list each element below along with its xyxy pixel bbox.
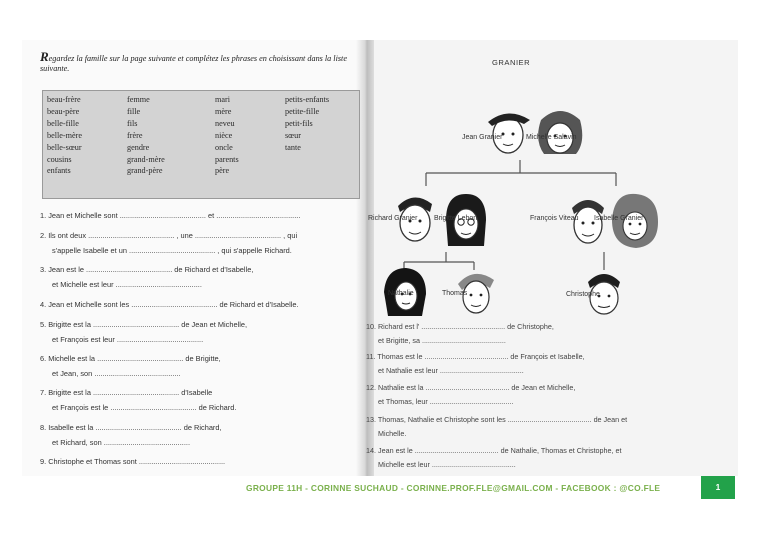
exercise-line: 2. Ils ont deux .......................................... , une .......................................... , qui xyxy=(40,231,298,240)
word-item: neveu xyxy=(215,118,235,128)
name-christophe: Christophe xyxy=(566,291,600,298)
exercise-line: et Brigitte, sa .......................................... xyxy=(378,336,506,345)
footer-credits: GROUPE 11H - CORINNE SUCHAUD - CORINNE.PROF.FLE@GMAIL.COM - FACEBOOK : @CO.FLE xyxy=(246,483,661,493)
word-item: beau-frère xyxy=(47,95,81,104)
word-item: petite-fille xyxy=(285,106,320,116)
exercise-line: 12. Nathalie est la .......................................... de Jean et Michelle, xyxy=(366,383,576,392)
word-item: petits-enfants xyxy=(285,95,330,104)
family-tree-title: GRANIER xyxy=(492,58,531,67)
word-item: grand-mère xyxy=(127,154,165,164)
word-item: femme xyxy=(127,95,150,104)
exercise-line: et François est le .......................................... de Richard. xyxy=(52,403,237,412)
exercise-line: 8. Isabelle est la .......................................... de Richard, xyxy=(40,423,222,432)
exercise-line: et François est leur .......................................... xyxy=(52,335,204,344)
instruction-initial: R xyxy=(40,49,49,64)
word-item: belle-sœur xyxy=(47,142,82,152)
word-item: beau-père xyxy=(47,106,80,116)
page-number-badge: 1 xyxy=(701,476,735,499)
exercise-line: 13. Thomas, Nathalie et Christophe sont les .......................................... de Jean et xyxy=(366,415,628,424)
name-richard-granier: Richard Granier xyxy=(368,215,418,222)
word-item: cousins xyxy=(47,154,72,164)
exercise-line: 3. Jean est le .......................................... de Richard et d'Isabelle, xyxy=(40,265,254,274)
word-item: mère xyxy=(215,106,232,116)
exercise-line: Michelle. xyxy=(378,429,407,438)
family-tree-illustration xyxy=(374,80,684,330)
word-item: grand-père xyxy=(127,166,163,176)
word-column-2 xyxy=(127,94,165,177)
michelle-salavin-portrait xyxy=(538,111,582,154)
word-item: enfants xyxy=(47,166,71,176)
exercise-line: et Michelle est leur .......................................... xyxy=(52,280,202,289)
instruction-body: egardez la famille sur la page suivante et complétez les phrases en choisissant dans la liste suivante. xyxy=(40,54,347,73)
word-item: gendre xyxy=(127,142,150,152)
exercise-line: 5. Brigitte est la .......................................... de Jean et Michelle, xyxy=(40,320,248,329)
word-item: fils xyxy=(127,118,138,128)
exercise-line: Michelle est leur .......................................... xyxy=(378,460,516,469)
word-item: frère xyxy=(127,130,143,140)
exercise-line: 14. Jean est le .......................................... de Nathalie, Thomas et Christophe, et xyxy=(366,446,622,455)
word-item: sœur xyxy=(285,130,301,140)
exercise-line: 9. Christophe et Thomas sont .......................................... xyxy=(40,457,226,466)
name-brigitte-lebon: Brigitte Lebon xyxy=(434,215,478,222)
word-item: mari xyxy=(215,95,231,104)
exercise-line: 10. Richard est l' .......................................... de Christophe, xyxy=(366,322,554,331)
exercise-line: 1. Jean et Michelle sont .......................................... et ......................................... xyxy=(40,211,301,220)
word-column-3 xyxy=(215,94,239,177)
word-item: belle-fille xyxy=(47,118,79,128)
exercise-line: et Thomas, leur .......................................... xyxy=(378,397,514,406)
book-spread xyxy=(22,40,738,476)
name-michelle-salavin: Michelle Salavin xyxy=(526,134,577,141)
name-isabelle-granier: Isabelle Granier xyxy=(594,215,644,222)
exercise-line: 4. Jean et Michelle sont les .......................................... de Richard et d'Isabelle. xyxy=(40,300,299,309)
exercise-line: 6. Michelle est la .......................................... de Brigitte, xyxy=(40,354,221,363)
instruction-text xyxy=(40,49,362,74)
word-item: oncle xyxy=(215,142,233,152)
word-column-4 xyxy=(285,94,329,154)
word-item: père xyxy=(215,166,230,176)
exercise-line: s'appelle Isabelle et un .......................................... , qui s'appelle Richard. xyxy=(52,246,292,255)
name-francois-viteau: François Viteau xyxy=(530,215,579,222)
exercise-line: et Nathalie est leur .......................................... xyxy=(378,366,524,375)
name-nathalie: Nathalie xyxy=(388,290,414,297)
word-item: nièce xyxy=(215,130,233,140)
word-list-box xyxy=(42,90,360,199)
exercise-line: et Richard, son .......................................... xyxy=(52,438,191,447)
exercise-line: et Jean, son .......................................... xyxy=(52,369,181,378)
exercise-line: 11. Thomas est le .......................................... de François et Isabelle, xyxy=(366,352,585,361)
word-item: fille xyxy=(127,106,141,116)
word-item: belle-mère xyxy=(47,130,83,140)
word-item: petit-fils xyxy=(285,118,313,128)
word-item: tante xyxy=(285,142,301,152)
exercise-line: 7. Brigitte est la .......................................... d'Isabelle xyxy=(40,388,213,397)
word-item: parents xyxy=(215,154,239,164)
name-thomas: Thomas xyxy=(442,290,468,297)
word-column-1 xyxy=(47,94,82,177)
name-jean-granier: Jean Granier xyxy=(462,134,503,141)
